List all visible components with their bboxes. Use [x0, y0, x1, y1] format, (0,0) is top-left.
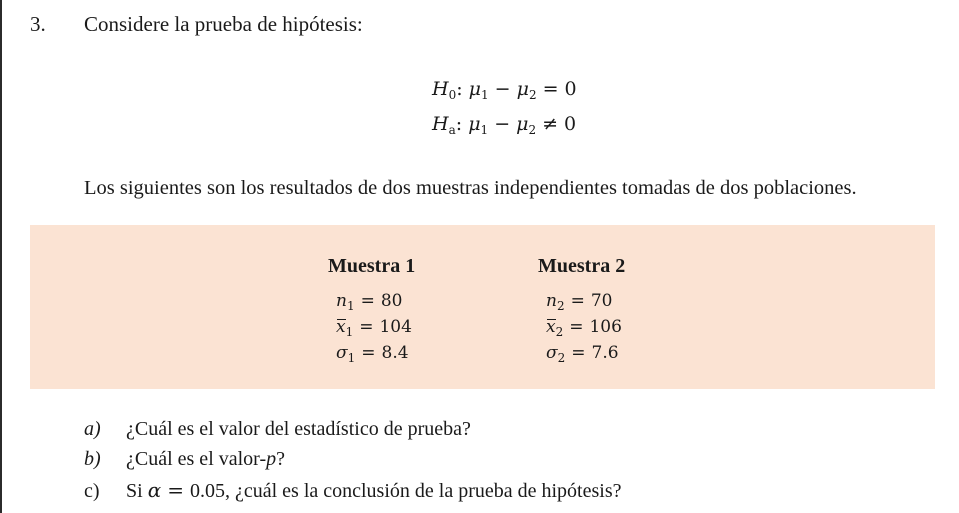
sample-2-n-value: 70 [590, 291, 613, 311]
ha-mu2: μ [516, 113, 529, 135]
ha-mu2-subscript: 2 [528, 123, 537, 137]
h0-subscript: 0 [448, 88, 457, 102]
sample-1-sigma: $\sigma_1 = 8.4$ [336, 343, 409, 365]
sample-1-n-value: 80 [380, 291, 403, 311]
h0-symbol: H [432, 78, 449, 100]
sample-2-sigma: $\sigma_2 = 7.6$ [546, 343, 619, 365]
sample-1-sigma-value: 8.4 [381, 343, 409, 363]
sample-2-xbar-value: 106 [589, 317, 622, 337]
subquestion-c-equals: = [167, 478, 184, 502]
question-stem: Considere la prueba de hipótesis: [84, 12, 363, 36]
sample-2-xbar: $x_2 = 106$ [546, 317, 622, 339]
h0-relation: = [542, 78, 559, 100]
subquestion-b-letter: b) [84, 448, 101, 470]
h0-mu1-subscript: 1 [481, 88, 489, 102]
subquestion-b-text: ¿Cuál es el valor- [126, 448, 267, 470]
subquestion-a-text: ¿Cuál es el valor del estadístico de prueba? [126, 418, 471, 440]
subquestion-b [84, 448, 285, 471]
sample-2-sigma-value: 7.6 [591, 343, 619, 363]
alternative-hypothesis: $H_a$: $\mu_1 - \mu_2 \ne 0$ [432, 113, 577, 137]
subquestion-a-letter: a) [84, 418, 101, 440]
h0-mu1: μ [468, 78, 482, 100]
h0-mu2: μ [516, 78, 529, 100]
question-number: 3. [30, 12, 46, 36]
ha-subscript: a [448, 123, 456, 137]
null-hypothesis: $H_0$: $\mu_1 - \mu_2 = 0$ [432, 78, 577, 102]
subquestion-b-end: ? [276, 448, 285, 470]
sample-1-xbar-value: 104 [379, 317, 412, 337]
subquestion-c-letter: c) [84, 480, 100, 502]
h0-mu2-subscript: 2 [528, 88, 537, 102]
ha-symbol: H [432, 113, 449, 135]
subquestion-c-alpha-value: 0.05 [189, 480, 225, 502]
h0-value: 0 [564, 78, 577, 100]
subquestion-c [84, 478, 622, 503]
ha-minus: − [494, 113, 511, 135]
ha-mu1-subscript: 1 [480, 123, 489, 137]
ha-relation: ≠ [542, 113, 559, 135]
sample-2-n: $n_2 = 70$ [546, 291, 613, 313]
subquestion-a [84, 418, 471, 441]
intro-text: Los siguientes son los resultados de dos muestras independientes tomadas de dos poblaciones. [84, 177, 857, 199]
subquestion-c-alpha: α [147, 478, 162, 502]
sample-data-box [30, 225, 935, 389]
ha-mu1: μ [468, 113, 481, 135]
subquestion-c-prefix: Si [126, 480, 148, 502]
ha-value: 0 [564, 113, 577, 135]
page-left-border [0, 0, 2, 513]
sample-1-heading: Muestra 1 [328, 255, 416, 277]
h0-minus: − [494, 78, 511, 100]
subquestion-c-text: , ¿cuál es la conclusión de la prueba de hipótesis? [224, 480, 622, 502]
sample-1-n: $n_1 = 80$ [336, 291, 403, 313]
subquestion-b-p: p [266, 448, 277, 470]
sample-2-heading: Muestra 2 [538, 255, 626, 277]
sample-1-xbar: $x_1 = 104$ [336, 317, 412, 339]
